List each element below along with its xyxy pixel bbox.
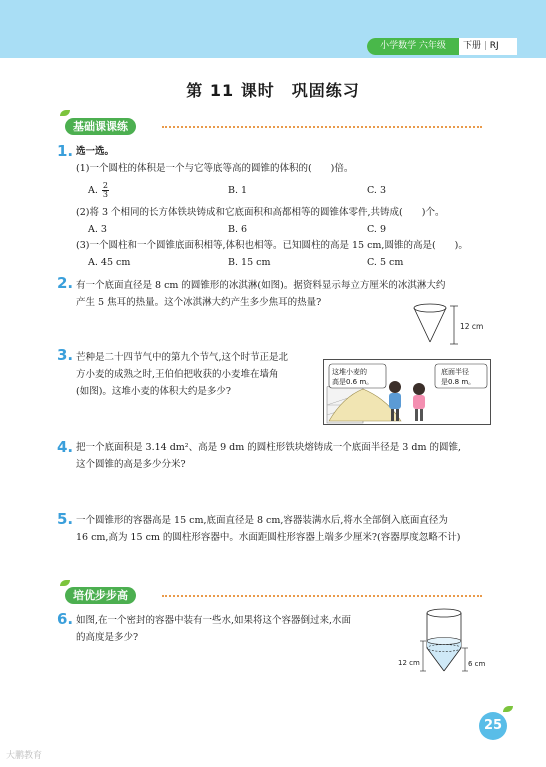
q1-number: 1. [57,142,74,160]
person-right-leg [420,409,423,421]
person-right-body [413,395,425,409]
q5-line2: 16 cm,高为 15 cm 的圆柱形容器中。水面距圆柱形容器上端多少厘米?(容器厚度忽略不计) [76,532,461,543]
person-left-leg [391,409,394,421]
person-left-leg [396,409,399,421]
q1-sub3-option-b: B. 15 cm [228,257,271,268]
q6-number: 6. [57,610,74,628]
wheat-pile-figure [323,359,491,425]
person-left-head [389,381,401,393]
section-divider [162,595,482,597]
q1-sub2-option-a: A. 3 [88,224,107,235]
leaf-decoration [503,706,513,712]
q1-sub3-text: (3)一个圆柱和一个圆锥底面积相等,体积也相等。已知圆柱的高是 15 cm,圆锥的高是( )。 [76,240,468,251]
section-advanced: 培优步步高 [65,587,136,604]
cone-side [430,308,446,342]
series-label: 小学数学 六年级 [367,38,459,55]
q1-sub3-option-c: C. 5 cm [367,257,404,268]
q5-line1: 一个圆锥形的容器高是 15 cm,底面直径是 8 cm,容器装满水后,将水全部倒入底面直径为 [76,515,448,526]
edition-code: RJ [489,41,499,51]
fraction-denominator: 3 [102,190,109,199]
q1-sub2-option-c: C. 9 [367,224,387,235]
right-bubble-line1: 底面半径 [441,368,469,376]
q1-sub1-text: (1)一个圆柱的体积是一个与它等底等高的圆锥的体积的( )倍。 [76,163,354,174]
q1-sub1-option-a [88,182,109,199]
q1-sub3-option-a: A. 45 cm [88,257,131,268]
q3-number: 3. [57,346,74,364]
q3-line1: 芒种是二十四节气中的第九个节气,这个时节正是北 [76,352,289,363]
q6-line1: 如图,在一个密封的容器中装有一些水,如果将这个容器倒过来,水面 [76,615,352,626]
water-surface [427,638,461,645]
q3-line3: (如图)。这堆小麦的体积大约是多少? [76,386,232,397]
leaf-decoration [60,110,70,116]
ice-cream-cone-figure [410,302,490,346]
q2-number: 2. [57,274,74,292]
section-basic: 基础课课练 [65,118,136,135]
edition-label: 下册 | RJ [463,41,499,51]
right-height-label: 6 cm [468,660,486,668]
option-a-prefix: A. [88,185,98,196]
q1-sub2-text: (2)将 3 个相同的长方体铁块铸成和它底面积和高都相等的圆锥体零件,共铸成( )个。 [76,207,445,218]
leaf-decoration [60,580,70,586]
section-divider [162,126,482,128]
q4-line1: 把一个底面积是 3.14 dm²、高是 9 dm 的圆柱形铁块熔铸成一个底面半径是 3 dm 的圆锥, [76,442,461,453]
page-title: 第 11 课时 巩固练习 [186,81,360,100]
q5-number: 5. [57,510,74,528]
q4-number: 4. [57,438,74,456]
person-right-leg [415,409,418,421]
right-bubble-line2: 是0.8 m。 [441,378,476,386]
q6-line2: 的高度是多少? [76,632,139,643]
q1-sub1-option-b: B. 1 [228,185,248,196]
q1-sub2-option-b: B. 6 [228,224,248,235]
fraction-numerator: 2 [102,181,109,190]
cone-side [414,308,430,342]
q3-line2: 方小麦的成熟之时,王伯伯把收获的小麦堆在墙角 [76,369,279,380]
person-left-body [389,393,401,409]
container-top [427,609,461,617]
volume-label: 下册 [463,41,482,51]
water [427,641,461,671]
watermark: 大鹏教育 [6,751,43,761]
q2-line2: 产生 5 焦耳的热量。这个冰淇淋大约产生多少焦耳的热量? [76,297,322,308]
q1-sub1-option-c: C. 3 [367,185,387,196]
q1-heading: 选一选。 [76,146,115,157]
height-label: 12 cm [460,322,484,331]
page-number: 25 [479,712,507,740]
sealed-container-figure [396,603,491,678]
person-right-head [413,383,425,395]
left-bubble-line1: 这堆小麦的 [332,368,367,376]
fraction [102,182,109,199]
left-height-label: 12 cm [398,659,420,667]
q2-line1: 有一个底面直径是 8 cm 的圆锥形的冰淇淋(如图)。据资料显示每立方厘米的冰淇淋大约 [76,280,446,291]
cone-base-ellipse [414,304,446,312]
header-pill [367,38,517,55]
left-bubble-line2: 高是0.6 m。 [332,378,374,386]
q4-line2: 这个圆锥的高是多少分米? [76,459,186,470]
